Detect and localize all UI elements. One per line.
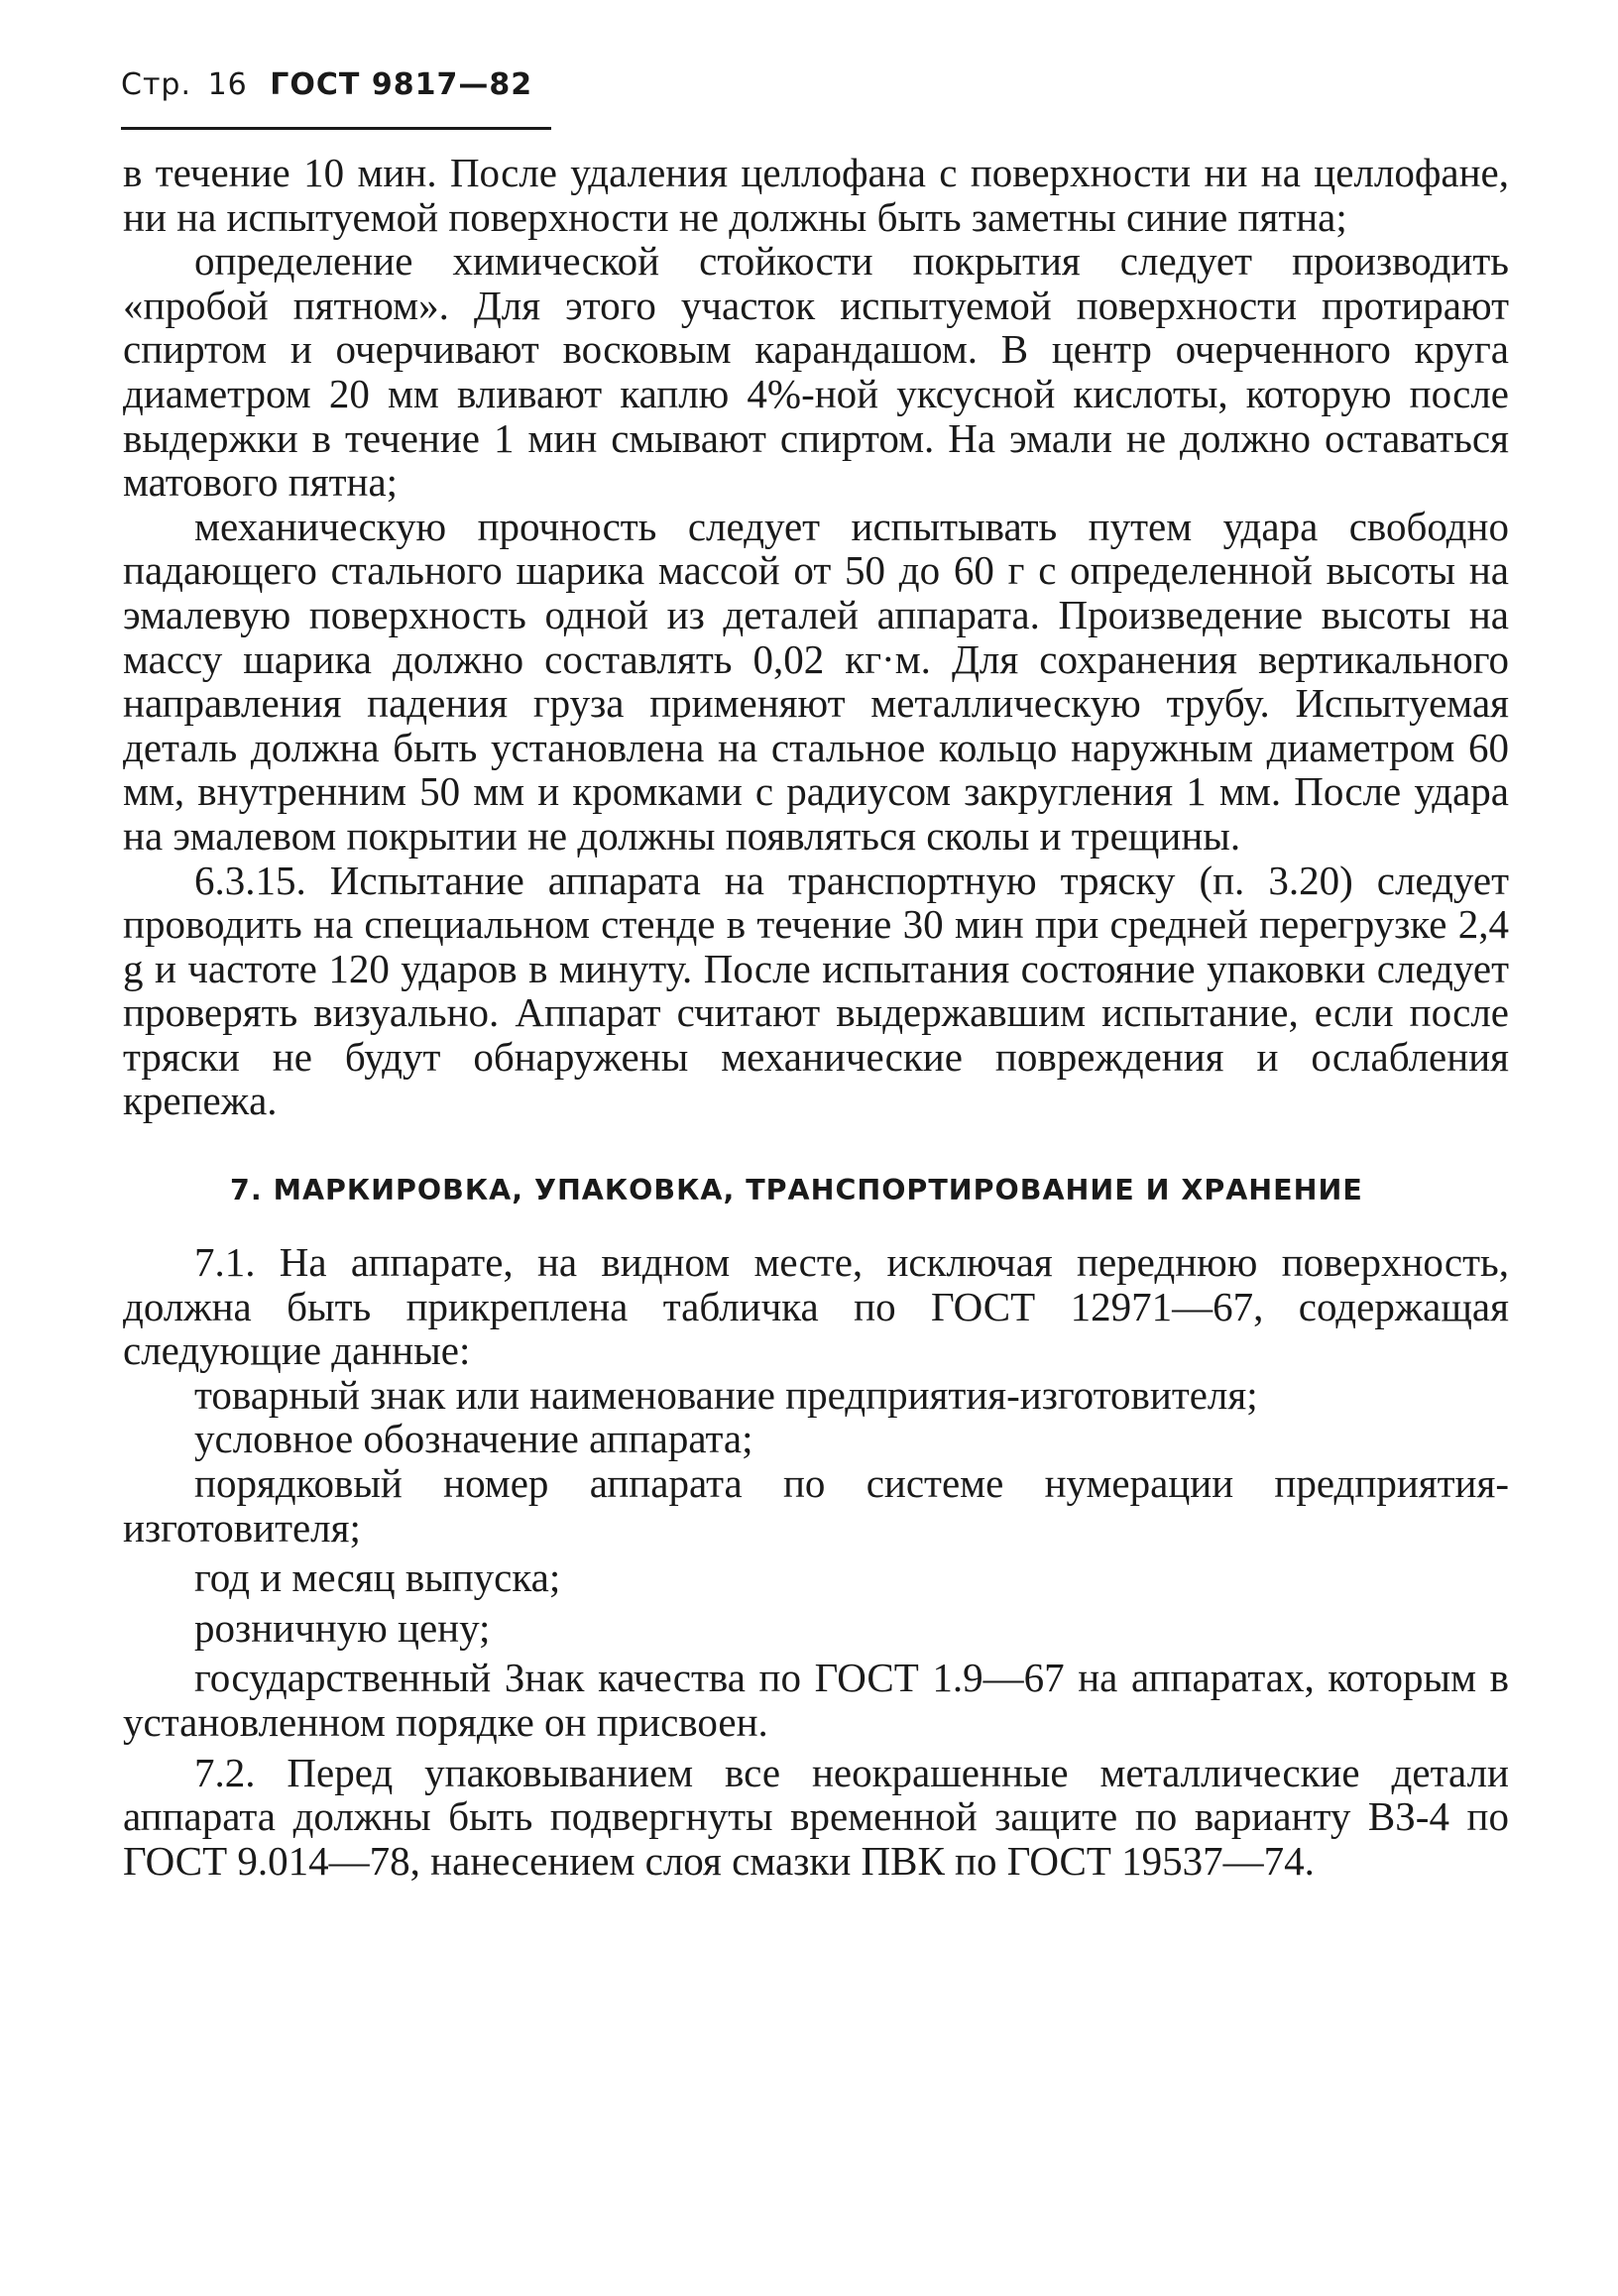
paragraph-7-1: 7.1. На аппарате, на видном месте, исключая переднюю поверхность, должна быть прикреплена табличка по ГОСТ 12971—67, содержащая следующие данные:: [123, 1239, 1509, 1374]
paragraph-chemical-resistance: определение химической стойкости покрытия следует производить «пробой пятном». Для этого участок испытуемой поверхности протирают спиртом и очерчивают восковым карандашом. В центр очерченного круга диаметром 20 мм вливают каплю 4%-ной уксусной кислоты, которую после выдержки в течение 1 мин смывают спиртом. На эмали не должно оставаться матового пятна;: [123, 238, 1509, 506]
list-item-trademark: товарный знак или наименование предприятия-изготовителя;: [194, 1371, 1258, 1418]
list-item-serial-number: порядковый номер аппарата по системе нумерации предприятия-изготовителя;: [123, 1460, 1509, 1550]
list-item-date: год и месяц выпуска;: [194, 1554, 561, 1601]
list-item-price: розничную цену;: [194, 1604, 491, 1651]
list-item-quality-mark: государственный Знак качества по ГОСТ 1.9—67 на аппаратах, которым в установленном порядке он присвоен.: [123, 1655, 1509, 1745]
header-rule: [121, 127, 551, 130]
standard-code: ГОСТ 9817—82: [270, 67, 533, 102]
paragraph-continuation: в течение 10 мин. После удаления целлофана с поверхности ни на целлофане, ни на испытуемой поверхности не должны быть заметны синие пятна;: [123, 150, 1509, 240]
page-number: 16: [207, 67, 248, 102]
paragraph-7-2: 7.2. Перед упаковыванием все неокрашенные металлические детали аппарата должны быть подвергнуты временной защите по варианту ВЗ-4 по ГОСТ 9.014—78, нанесением слоя смазки ПВК по ГОСТ 19537—74.: [123, 1749, 1509, 1884]
page-label: Стр.: [121, 67, 192, 102]
paragraph-6-3-15: 6.3.15. Испытание аппарата на транспортную тряску (п. 3.20) следует проводить на специальном стенде в течение 30 мин при средней перегрузке 2,4 g и частоте 120 ударов в минуту. После испытания состояние упаковки следует проверять визуально. Аппарат считают выдержавшим испытание, если после тряски не будут обнаружены механические повреждения и ослабления крепежа.: [123, 857, 1509, 1124]
paragraph-mechanical-strength: механическую прочность следует испытывать путем удара свободно падающего стального шарика массой от 50 до 60 г с определенной высоты на эмалевую поверхность одной из деталей аппарата. Произведение высоты на массу шарика должно составлять 0,02 кг·м. Для сохранения вертикального направления падения груза применяют металлическую трубу. Испытуемая деталь должна быть установлена на стальное кольцо наружным диаметром 60 мм, внутренним 50 мм и кромками с радиусом закругления 1 мм. После удара на эмалевом покрытии не должны появляться сколы и трещины.: [123, 503, 1509, 859]
running-header: [121, 67, 532, 102]
list-item-designation: условное обозначение аппарата;: [194, 1416, 753, 1462]
document-body: [123, 151, 1509, 1883]
section-title: 7. МАРКИРОВКА, УПАКОВКА, ТРАНСПОРТИРОВАНИЕ И ХРАНЕНИЕ: [230, 1174, 1363, 1207]
